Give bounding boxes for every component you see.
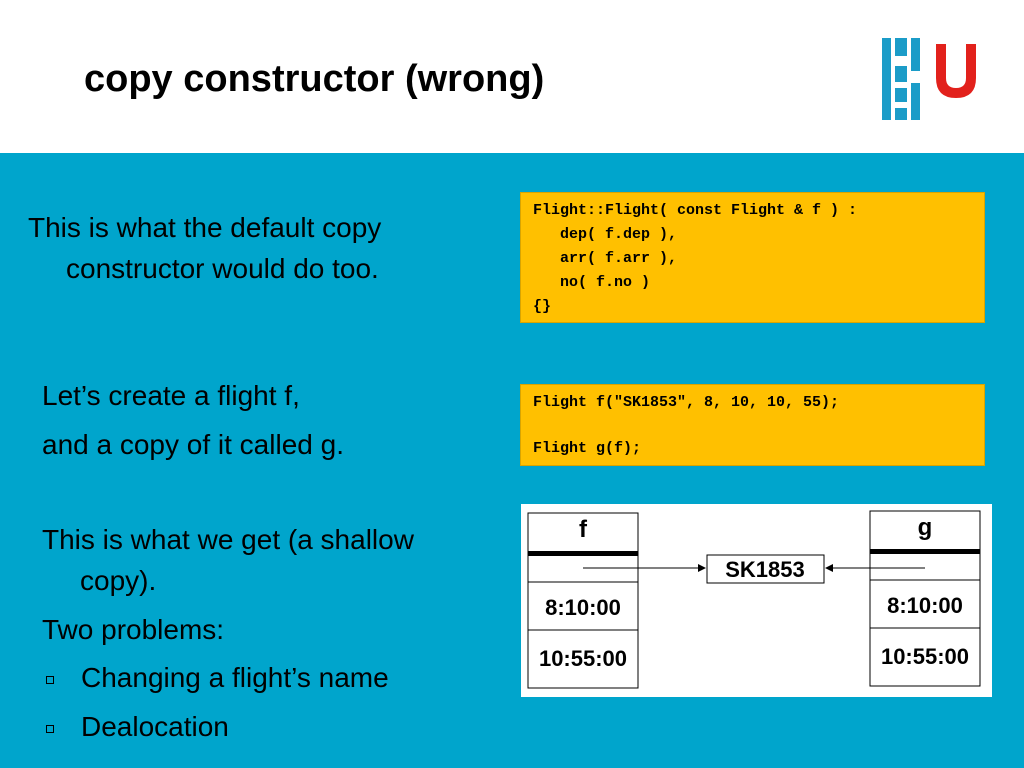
code-line: no( f.no ): [533, 274, 651, 291]
code-line: Flight f("SK1853", 8, 10, 10, 55);: [533, 394, 840, 411]
problem-item: Dealocation: [81, 711, 229, 742]
object-g-arr: 10:55:00: [880, 644, 970, 669]
bullet-icon: [46, 725, 54, 733]
flight-usage-code: [520, 384, 985, 466]
intro-line-2: constructor would do too.: [66, 253, 379, 284]
code-line: [533, 414, 972, 437]
object-f-arr: 10:55:00: [538, 646, 628, 671]
code-line: dep( f.dep ),: [533, 226, 678, 243]
copy-line: and a copy of it called g.: [42, 429, 344, 460]
shallow-copy-diagram: [521, 504, 992, 697]
hu-logo: [880, 38, 980, 120]
shared-string-value: SK1853: [725, 557, 805, 582]
result-line-1: This is what we get (a shallow: [42, 524, 414, 555]
object-g-dep: 8:10:00: [887, 593, 963, 618]
problems-heading: Two problems:: [42, 614, 225, 645]
object-g-name: g: [917, 514, 933, 541]
object-g: [870, 511, 980, 686]
result-line-2: copy).: [80, 565, 157, 596]
shared-string: [707, 555, 824, 583]
code-line: {}: [533, 298, 552, 315]
object-f-dep: 8:10:00: [545, 595, 621, 620]
object-f-name: f: [579, 516, 587, 543]
code-line: Flight::Flight( const Flight & f ) :: [533, 202, 858, 219]
intro-line-1: This is what the default copy: [28, 212, 382, 243]
code-line: Flight g(f);: [533, 440, 642, 457]
object-f: [528, 513, 638, 688]
problem-item: Changing a flight’s name: [81, 662, 389, 693]
bullet-icon: [46, 676, 54, 684]
slide-title: copy constructor (wrong): [84, 58, 545, 100]
code-line: arr( f.arr ),: [533, 250, 678, 267]
copy-constructor-code: [520, 192, 985, 323]
create-line: Let’s create a flight f,: [42, 380, 300, 411]
slide-header: [0, 0, 1024, 153]
